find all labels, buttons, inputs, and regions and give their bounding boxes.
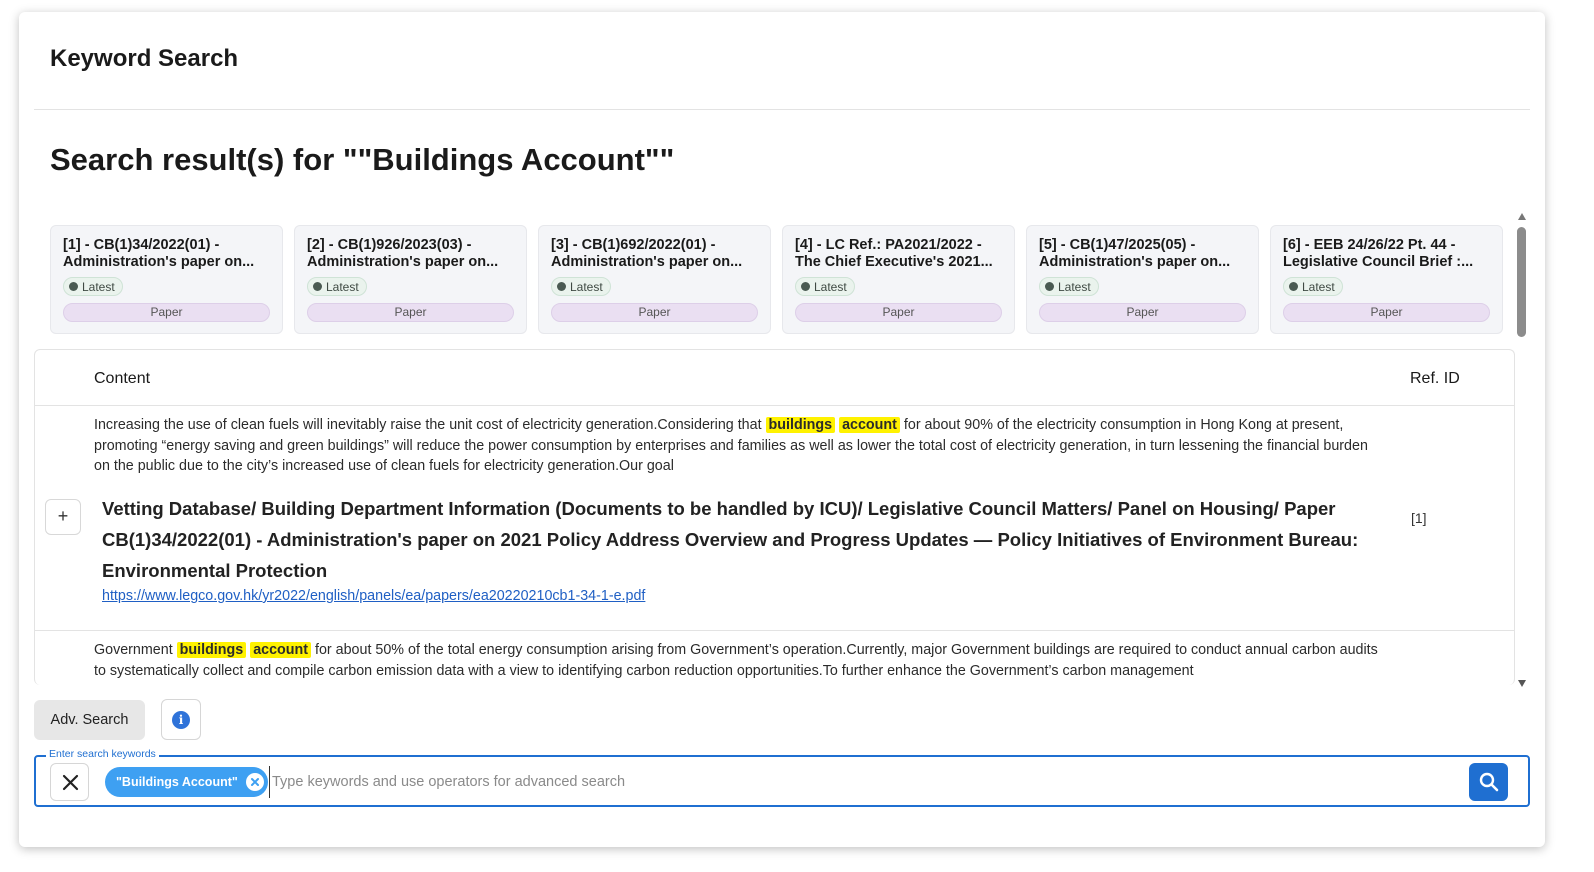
table-row — [35, 631, 1514, 685]
type-badge: Paper — [1039, 303, 1246, 322]
ref-id: [1] — [1411, 510, 1427, 526]
result-card-2[interactable] — [294, 225, 527, 334]
keyword-highlight: account — [839, 417, 900, 433]
keyword-chip-label: "Buildings Account" — [116, 775, 238, 789]
status-label: Latest — [814, 279, 847, 294]
status-badge — [551, 277, 611, 296]
document-path: Vetting Database/ Building Department Information (Documents to be handled by ICU)/ Legislative Council Matters/ Panel on Housing/ Paper CB(1)34/2022(01) - Administration's paper on 2021 Policy Address Overview and Progress Updates — Policy Initiatives of Environment Bureau: Environmental Protection — [102, 498, 1359, 581]
status-label: Latest — [1302, 279, 1335, 294]
search-submit-button[interactable] — [1469, 763, 1508, 801]
type-badge: Paper — [1283, 303, 1490, 322]
remove-keyword-icon[interactable] — [246, 773, 264, 791]
status-label: Latest — [326, 279, 359, 294]
status-label: Latest — [570, 279, 603, 294]
keyword-chip[interactable] — [105, 767, 268, 797]
result-cards — [50, 225, 1500, 335]
type-badge: Paper — [551, 303, 758, 322]
search-field[interactable] — [34, 755, 1530, 807]
column-header-ref-id: Ref. ID — [1410, 370, 1460, 387]
status-badge — [1283, 277, 1343, 296]
scroll-thumb[interactable] — [1517, 227, 1526, 337]
type-badge: Paper — [795, 303, 1002, 322]
keyword-highlight: account — [250, 642, 311, 658]
table-header — [35, 350, 1514, 406]
info-button[interactable] — [161, 699, 201, 740]
clear-search-button[interactable] — [50, 763, 89, 801]
scroll-down-arrow-icon[interactable] — [1518, 680, 1526, 687]
card-title: [3] - CB(1)692/2022(01) - Administration's paper on... — [551, 237, 743, 270]
panel-title: Keyword Search — [50, 45, 239, 72]
info-icon: i — [172, 711, 190, 729]
search-input[interactable] — [269, 766, 1459, 798]
status-badge — [795, 277, 855, 296]
status-badge — [1039, 277, 1099, 296]
result-card-4[interactable] — [782, 225, 1015, 334]
result-snippet — [94, 640, 1384, 681]
results-scrollbar[interactable] — [1516, 213, 1528, 687]
keyword-search-panel — [19, 12, 1545, 847]
status-dot-icon — [801, 282, 810, 291]
status-label: Latest — [82, 279, 115, 294]
status-label: Latest — [1058, 279, 1091, 294]
card-title: [6] - EEB 24/26/22 Pt. 44 - Legislative Council Brief :... — [1283, 237, 1474, 270]
status-badge — [307, 277, 367, 296]
type-badge: Paper — [63, 303, 270, 322]
keyword-highlight: buildings — [177, 642, 247, 658]
result-card-1[interactable] — [50, 225, 283, 334]
result-card-5[interactable] — [1026, 225, 1259, 334]
status-dot-icon — [557, 282, 566, 291]
keyword-highlight: buildings — [766, 417, 836, 433]
card-title: [4] - LC Ref.: PA2021/2022 - The Chief Executive's 2021... — [795, 237, 993, 270]
status-dot-icon — [313, 282, 322, 291]
title-divider — [34, 109, 1530, 110]
expand-row-button[interactable]: + — [45, 499, 81, 535]
snippet-text: for about 90% of the electricity consumption in Hong Kong at present, promoting “energy saving and green buildings” will reduce the power consumption by enterprises and families as well as lower the total cost of electricity generation, in turn lessening the financial burden on the public due to the city’s increased use of clean fuels for electricity generation.Our goal — [94, 417, 1368, 475]
card-title: [5] - CB(1)47/2025(05) - Administration's paper on... — [1039, 237, 1231, 270]
result-card-3[interactable] — [538, 225, 771, 334]
card-title: [2] - CB(1)926/2023(03) - Administration's paper on... — [307, 237, 499, 270]
snippet-text: for about 50% of the total energy consumption arising from Government’s operation.Currently, major Government buildings are required to conduct annual carbon audits to systematically collect and compile carbon emission data with a view to identifying carbon reduction opportunities.To further enhance the Government’s carbon management — [94, 642, 1378, 679]
close-icon — [62, 774, 79, 791]
snippet-text: Increasing the use of clean fuels will inevitably raise the unit cost of electricity generation.Considering that — [94, 417, 762, 433]
type-badge: Paper — [307, 303, 514, 322]
status-badge — [63, 277, 123, 296]
table-row — [35, 406, 1514, 631]
result-snippet — [94, 415, 1384, 477]
scroll-up-arrow-icon[interactable] — [1518, 213, 1526, 220]
search-field-label: Enter search keywords — [46, 748, 159, 760]
snippet-text: Government — [94, 642, 173, 658]
status-dot-icon — [1045, 282, 1054, 291]
document-link[interactable]: https://www.legco.gov.hk/yr2022/english/panels/ea/papers/ea20220210cb1-34-1-e.pdf — [102, 588, 646, 604]
search-icon — [1479, 772, 1499, 792]
adv-search-button[interactable]: Adv. Search — [34, 700, 145, 740]
card-title: [1] - CB(1)34/2022(01) - Administration's paper on... — [63, 237, 255, 270]
results-table — [34, 349, 1515, 685]
result-card-6[interactable] — [1270, 225, 1503, 334]
column-header-content: Content — [94, 370, 151, 387]
results-heading: Search result(s) for ""Buildings Account"" — [50, 142, 675, 177]
status-dot-icon — [1289, 282, 1298, 291]
status-dot-icon — [69, 282, 78, 291]
